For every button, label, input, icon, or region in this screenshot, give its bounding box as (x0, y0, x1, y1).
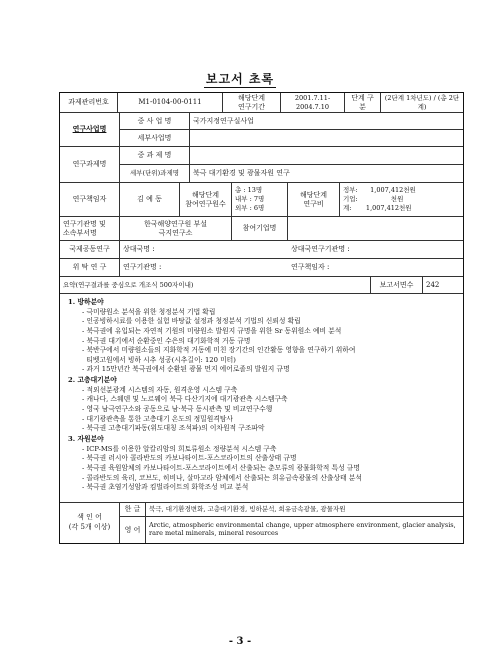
intl-row (60, 241, 463, 259)
summary-label: 요약(연구결과를 중심으로 개조식 500자이내) (60, 277, 371, 293)
task-row (60, 147, 463, 183)
project-sub-row (120, 130, 463, 146)
staff-internal: 내부 : 7명 (235, 195, 265, 204)
summary-item: - ICP-MS를 이용한 알칼리암의 희토류원소 정량분석 시스템 구축 (82, 444, 277, 453)
budget-total: 계: 1,007,412천원 (343, 203, 412, 212)
mgmt-row (60, 93, 463, 113)
summary-heading-1: 1. 방하분야 (68, 298, 104, 306)
period-label: 해당단계 연구기간 (223, 93, 281, 112)
project-label: 연구사업명 (60, 113, 120, 146)
keywords-en-label: 영 어 (120, 517, 146, 543)
staff-counts (232, 183, 288, 216)
budget-label: 해당단계 연구비 (288, 183, 340, 216)
project-main-key: 중 사 업 명 (120, 113, 190, 129)
task-label: 연구과제명 (60, 147, 120, 182)
keywords-en-row (120, 517, 463, 543)
budget-values (340, 183, 463, 216)
org-value: 한국해양연구원 부설 극지연구소 (120, 217, 232, 240)
intl-country: 상대국명 : (123, 245, 155, 254)
keywords-ko-label: 한 글 (120, 503, 146, 516)
mgmt-no: M1-0104-00-0111 (118, 93, 223, 112)
mgmt-no-label: 과제관리번호 (60, 93, 118, 112)
summary-body (60, 294, 463, 503)
staff-label: 해당단계 참여연구원수 (180, 183, 232, 216)
summary-item: - 과거 15만년간 북극권에서 순환된 광물 먼지 에어로졸의 발원지 규명 (82, 365, 290, 374)
budget-company: 기업: 천원 (343, 195, 404, 204)
keywords-label: 색 인 어 (각 5개 이상) (60, 503, 120, 543)
task-sub-key: 세부(단위)과제명 (120, 165, 190, 182)
keywords-ko: 북극, 대기환경변화, 고층대기환경, 빙하분석, 희유금속광물, 광물자원 (149, 505, 346, 514)
partner-value (288, 217, 463, 240)
partner-label: 참여기업명 (232, 217, 288, 240)
researcher-row (60, 183, 463, 217)
researcher-name: 김 예 동 (120, 183, 180, 216)
budget-gov: 정부: 1,007,412천원 (343, 186, 416, 195)
summary-item: - 인공빙하시료를 이용한 실험 바탕값 설정과 청정분석 기법의 신뢰성 확립 (82, 317, 301, 326)
project-sub-value (190, 136, 463, 140)
stage-label: 단계 구분 (345, 93, 381, 112)
summary-item: - 영국 남극연구소와 공동으로 남·북극 동시관측 및 비교연구수행 (82, 405, 273, 414)
abstract-table (59, 92, 464, 544)
summary-item: - 북극권에 유입되는 자연적 기원의 미량원소 발원지 규명을 위한 Sr 동위원소 예비 분석 (82, 326, 342, 335)
summary-content (60, 294, 463, 495)
summary-heading-2: 2. 고층대기분야 (68, 376, 117, 385)
consign-institution: 연구기관명 : (123, 263, 162, 272)
summary-item: - 콜라반도의 육리, 코브도, 히비나, 살마고라 암체에서 산출되는 희유금속광물의 산출상태 분석 (82, 473, 362, 482)
summary-item: - 북극권 고층대기파동(위도대칭 조석파)의 이차원적 구조파악 (82, 424, 265, 433)
consign-label: 위 탁 연 구 (60, 259, 120, 276)
intl-institution: 상대국연구기관명 : (291, 245, 350, 254)
stage-value: (2단계 1차년도) / (총 2단계) (384, 94, 460, 111)
researcher-label: 연구책임자 (60, 183, 120, 216)
project-row (60, 113, 463, 147)
consign-row (60, 259, 463, 277)
summary-item: 티벳고원에서 빙하 시추 성공(시추길이: 120 미터) (82, 355, 236, 364)
period-value: 2001.7.11-2004.7.10 (281, 93, 345, 112)
summary-item: - 북반구에서 미량원소들의 지화학적 거동에 미친 장기간의 인간활동 영향을 연구하기 위하여 (82, 346, 356, 355)
task-main-value (190, 154, 463, 158)
summary-item: - 북극권 대기에서 순환중인 수은의 대기화학적 거동 규명 (82, 336, 251, 345)
summary-item: - 대기광관측을 통한 고층대기 온도의 정밀원격탐사 (82, 414, 233, 423)
summary-item: - 적외선분광계 시스템의 자동, 원격운영 시스템 구축 (82, 385, 238, 394)
org-label: 연구기관명 및 소속부서명 (60, 217, 120, 240)
pages-label: 보고서면수 (371, 277, 423, 293)
keywords-en: Arctic, atmospheric environmental change, upper atmosphere environment, glacier analysis, rare metal minerals, mineral resources (149, 521, 456, 537)
project-main-row (120, 113, 463, 130)
page-title: 보고서 초록 (205, 72, 275, 86)
summary-item: - 극미량원소 분석을 위한 청정분석 기법 확립 (82, 307, 216, 316)
task-main-row (120, 147, 463, 165)
pages-value: 242 (426, 280, 440, 289)
summary-item: - 북극권 육원암체의 카보나타이트-포스코라이트에서 산출되는 춘모류의 광물화학적 특성 규명 (82, 463, 360, 472)
task-sub-row (120, 165, 463, 182)
project-sub-key: 세부사업명 (120, 130, 190, 146)
task-sub-value: 북극 대기환경 및 광물자원 연구 (193, 169, 290, 178)
consign-lead: 연구책임자 : (291, 263, 330, 272)
intl-label: 국제공동연구 (60, 241, 120, 258)
keywords-row (60, 503, 463, 543)
keywords-ko-row (120, 503, 463, 517)
project-main-value: 국가지정연구실사업 (193, 116, 254, 125)
summary-bar (60, 277, 463, 294)
task-main-key: 중 과 제 명 (120, 147, 190, 164)
staff-external: 외부 : 6명 (235, 203, 265, 212)
org-row (60, 217, 463, 241)
page-number: - 3 - (228, 636, 252, 647)
summary-item: - 북극권 초염기성암과 킴벌라이트의 화학조성 비교 분석 (82, 483, 249, 492)
summary-item: - 북극권 러시아 콜라반도의 카보나타이트-포스코라이트의 산출상태 규명 (82, 454, 297, 463)
staff-total: 총 : 13명 (235, 186, 263, 195)
summary-heading-3: 3. 자원분야 (68, 434, 104, 443)
summary-item: - 캐나다, 스웨덴 및 노르웨이 북극 다산기지에 대기광관측 시스템구축 (82, 395, 288, 404)
